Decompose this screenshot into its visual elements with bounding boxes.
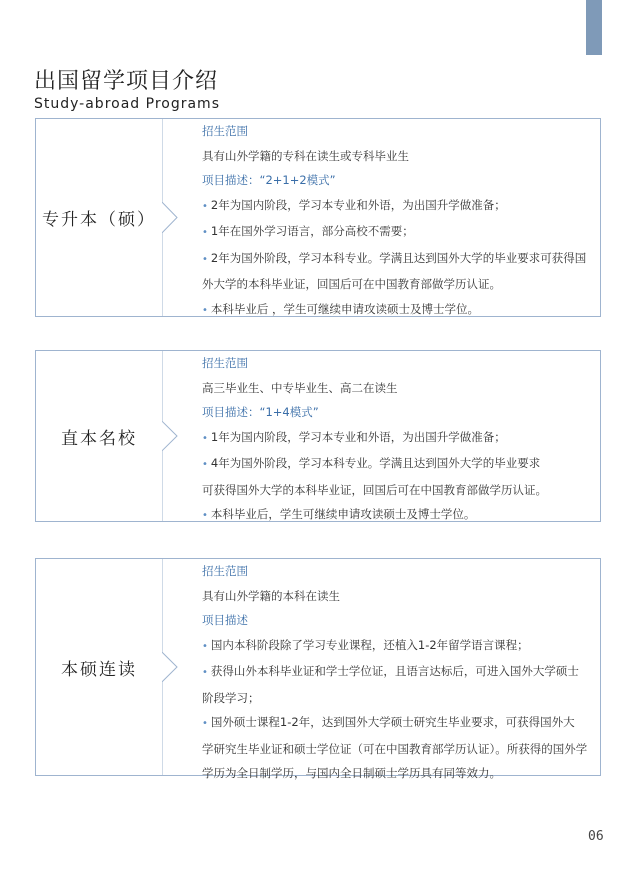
detail-line (202, 144, 592, 169)
line-text: 招生范围 (202, 356, 248, 370)
line-text: 2年为国外阶段，学习本科专业。学满且达到国外大学的毕业要求可获得国 (210, 250, 587, 265)
section-label (202, 351, 592, 376)
program-card-upgrade (35, 118, 601, 317)
bullet-icon: • (202, 432, 208, 444)
bullet-icon: • (202, 667, 208, 678)
line-text: 招生范围 (202, 564, 248, 578)
detail-line (202, 686, 592, 711)
bullet-icon: • (202, 459, 208, 470)
detail-line (202, 272, 592, 297)
program-card-direct (35, 350, 601, 522)
divider-arrow (162, 119, 186, 316)
detail-line (202, 451, 592, 478)
bullet-icon: • (202, 227, 208, 238)
section-label (202, 400, 592, 425)
line-text: 1年在国外学习语言，部分高校不需要； (210, 224, 414, 238)
line-text: 2年为国内阶段，学习本专业和外语，为出国升学做准备； (210, 197, 506, 212)
program-details (202, 351, 592, 529)
line-text: 高三毕业生、中专毕业生、高二在读生 (202, 380, 398, 395)
detail-line (202, 478, 592, 503)
detail-line (202, 219, 592, 246)
line-text: 具有山外学籍的专科在读生或专科毕业生 (202, 148, 409, 163)
section-label (202, 559, 592, 584)
detail-line (202, 502, 592, 529)
line-text: 阶段学习； (202, 690, 260, 705)
bullet-icon: • (202, 718, 208, 729)
program-name: 直本名校 (61, 428, 137, 449)
detail-line (202, 710, 592, 737)
program-name: 本硕连读 (61, 659, 137, 680)
section-label (202, 119, 592, 144)
detail-line (202, 761, 592, 786)
detail-line (202, 659, 592, 686)
line-text: 学研究生毕业证和硕士学位证（可在中国教育部学历认证）。所获得的国外学 (202, 741, 588, 756)
program-name: 专升本（硕） (42, 210, 156, 230)
program-details (202, 119, 592, 323)
detail-line (202, 193, 592, 220)
line-text: 国内本科阶段除了学习专业课程，还植入1-2年留学语言课程； (210, 637, 529, 652)
bullet-icon: • (202, 200, 208, 212)
line-text: 可获得国外大学的本科毕业证，回国后可在中国教育部做学历认证。 (202, 482, 547, 497)
page-title: 出国留学项目介绍 (34, 69, 219, 94)
line-text: 外大学的本科毕业证，回国后可在中国教育部做学历认证。 (202, 277, 501, 291)
bullet-icon: • (202, 253, 208, 265)
line-text: 项目描述：“1+4模式” (202, 405, 319, 419)
line-text: 具有山外学籍的本科在读生 (202, 588, 340, 603)
detail-line (202, 584, 592, 609)
detail-line (202, 376, 592, 401)
bullet-icon: • (202, 510, 208, 521)
detail-line (202, 425, 592, 452)
detail-line (202, 297, 592, 324)
section-label (202, 608, 592, 633)
line-text: 招生范围 (202, 124, 248, 138)
program-card-combined (35, 558, 601, 780)
section-label (202, 168, 592, 193)
line-text: 获得山外本科毕业证和学士学位证，且语言达标后，可进入国外大学硕士 (210, 664, 579, 678)
bullet-icon: • (202, 304, 208, 316)
program-details (202, 559, 592, 786)
corner-accent-bar (586, 0, 602, 55)
page-number: 06 (588, 829, 604, 844)
line-text: 4年为国外阶段，学习本科专业。学满且达到国外大学的毕业要求 (210, 456, 541, 470)
line-text: 国外硕士课程1-2年，达到国外大学硕士研究生毕业要求，可获得国外大 (210, 715, 575, 729)
page-subtitle: Study-abroad Programs (34, 96, 220, 112)
line-text: 项目描述 (202, 613, 248, 627)
line-text: 本科毕业后 ，学生可继续申请攻读硕士及博士学位。 (210, 301, 480, 316)
divider-arrow (162, 559, 186, 775)
detail-line (202, 633, 592, 660)
line-text: 学历为全日制学历，与国内全日制硕士学历具有同等效力。 (202, 766, 501, 780)
line-text: 本科毕业后，学生可继续申请攻读硕士及博士学位。 (210, 507, 476, 521)
detail-line (202, 737, 592, 762)
line-text: 1年为国内阶段，学习本专业和外语，为出国升学做准备； (210, 429, 506, 444)
bullet-icon: • (202, 640, 208, 652)
line-text: 项目描述：“2+1+2模式” (202, 173, 336, 187)
detail-line (202, 246, 592, 273)
divider-arrow (162, 351, 186, 521)
